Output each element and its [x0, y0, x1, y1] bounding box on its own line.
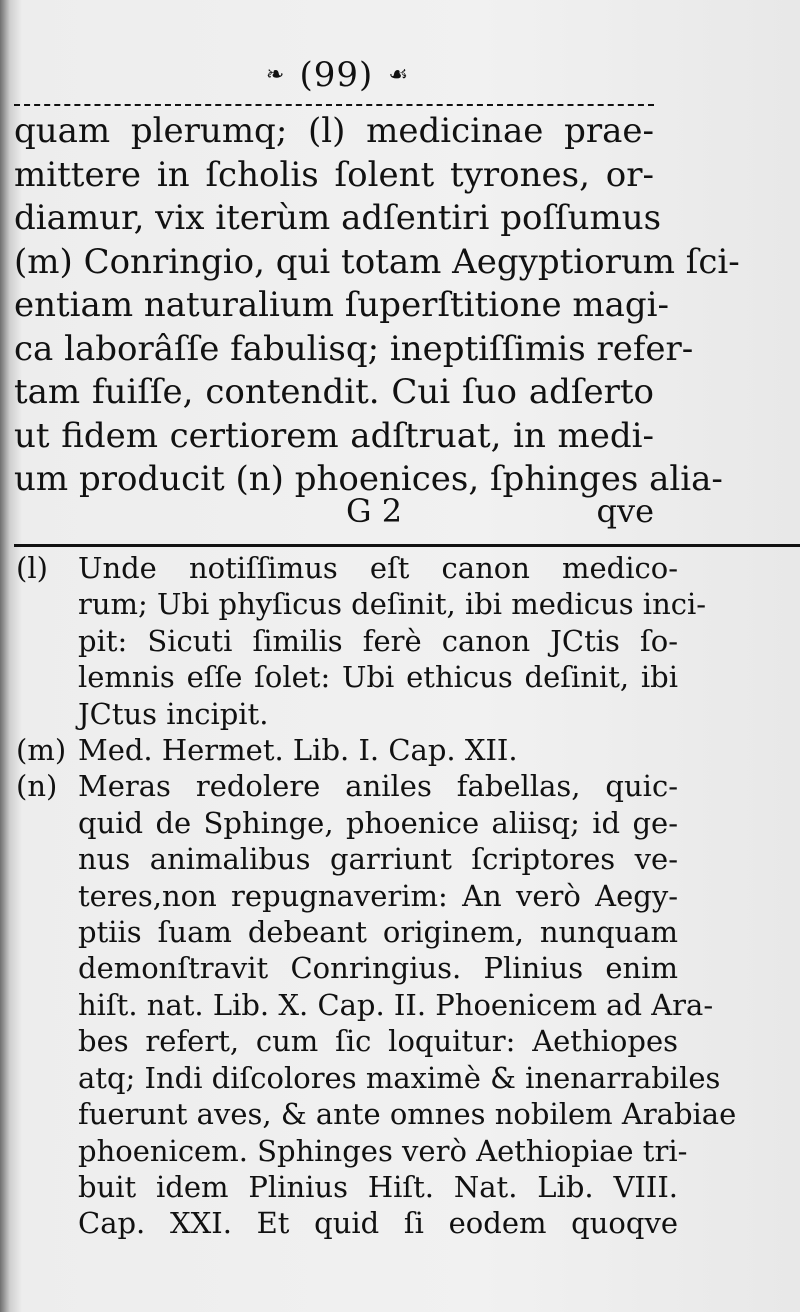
footnote-line: Cap. XXI. Et quid ſi eodem quoqve	[78, 1206, 678, 1241]
footnote-line: fuerunt aves, & ante omnes nobilem Arabiae	[78, 1097, 737, 1132]
main-line: ut fidem certiorem adſtruat, in medi-	[14, 415, 654, 456]
catch-line	[14, 492, 654, 536]
footnote-line: lemnis eſſe ſolet: Ubi ethicus deſinit, ibi	[78, 660, 678, 695]
footnotes	[14, 550, 737, 1242]
main-line: entiam naturalium ſuperſtitione magi-	[14, 285, 670, 325]
footnote-marker: (m)	[16, 733, 67, 768]
footnote-line: bes refert, cum ſic loquitur: Aethiopes	[78, 1024, 678, 1059]
footnote-line: JCtus incipit.	[78, 696, 269, 731]
footnote-n	[14, 768, 737, 1241]
catchword: qve	[596, 492, 654, 530]
footnote-rule	[14, 544, 800, 547]
main-text	[14, 110, 740, 502]
footnote-line: quid de Sphinge, phoenice aliisq; id ge-	[78, 805, 678, 840]
main-line: diamur, vix iterùm adſentiri poſſumus	[14, 198, 662, 238]
page-number: (99)	[299, 55, 374, 95]
page-header	[14, 55, 660, 105]
main-line: (m) Conringio, qui totam Aegyptiorum ſci-	[14, 241, 740, 282]
main-line: tam fuiſſe, contendit. Cui ſuo adſerto	[14, 372, 654, 412]
header-rule	[14, 104, 654, 106]
main-line: mittere in ſcholis ſolent tyrones, or-	[14, 154, 654, 195]
main-line: um producit (n) phoenices, ſphinges alia-	[14, 459, 723, 499]
footnote-line: ptiis ſuam debeant originem, nunquam	[78, 915, 678, 950]
footnote-line: phoenicem. Sphinges verò Aethiopiae tri-	[78, 1133, 688, 1168]
main-line: quam plerumq; (l) medicinae prae-	[14, 111, 654, 151]
footnote-marker: (n)	[16, 769, 58, 804]
footnote-line: teres,non repugnaverim: An verò Aegy-	[78, 878, 678, 913]
ornament-left: ❧	[265, 62, 285, 88]
ornament-right: ☙	[388, 62, 409, 88]
footnote-line: pit: Sicuti ſimilis ferè canon JCtis ſo-	[78, 623, 678, 658]
footnote-line: Med. Hermet. Lib. I. Cap. XII.	[78, 733, 518, 768]
footnote-line: rum; Ubi phyſicus deſinit, ibi medicus inci-	[78, 587, 707, 622]
main-line: ca laborâſſe fabulisq; ineptiſſimis refer-	[14, 328, 694, 369]
footnote-line: atq; Indi diſcolores maximè & inenarrabiles	[78, 1060, 721, 1095]
footnote-line: buit idem Plinius Hiſt. Nat. Lib. VIII.	[78, 1169, 678, 1204]
footnote-line: demonſtravit Conringius. Plinius enim	[78, 951, 678, 986]
footnote-marker: (l)	[16, 551, 48, 585]
footnote-l	[14, 550, 707, 732]
footnote-line: Unde notiſſimus eſt canon medico-	[78, 551, 678, 585]
footnote-line: nus animalibus garriunt ſcriptores ve-	[78, 842, 678, 877]
footnote-line: Meras redolere aniles fabellas, quic-	[78, 769, 678, 804]
footnote-line: hiſt. nat. Lib. X. Cap. II. Phoenicem ad Ara-	[78, 987, 714, 1022]
footnote-m	[14, 732, 678, 768]
signature-mark: G 2	[346, 492, 403, 530]
